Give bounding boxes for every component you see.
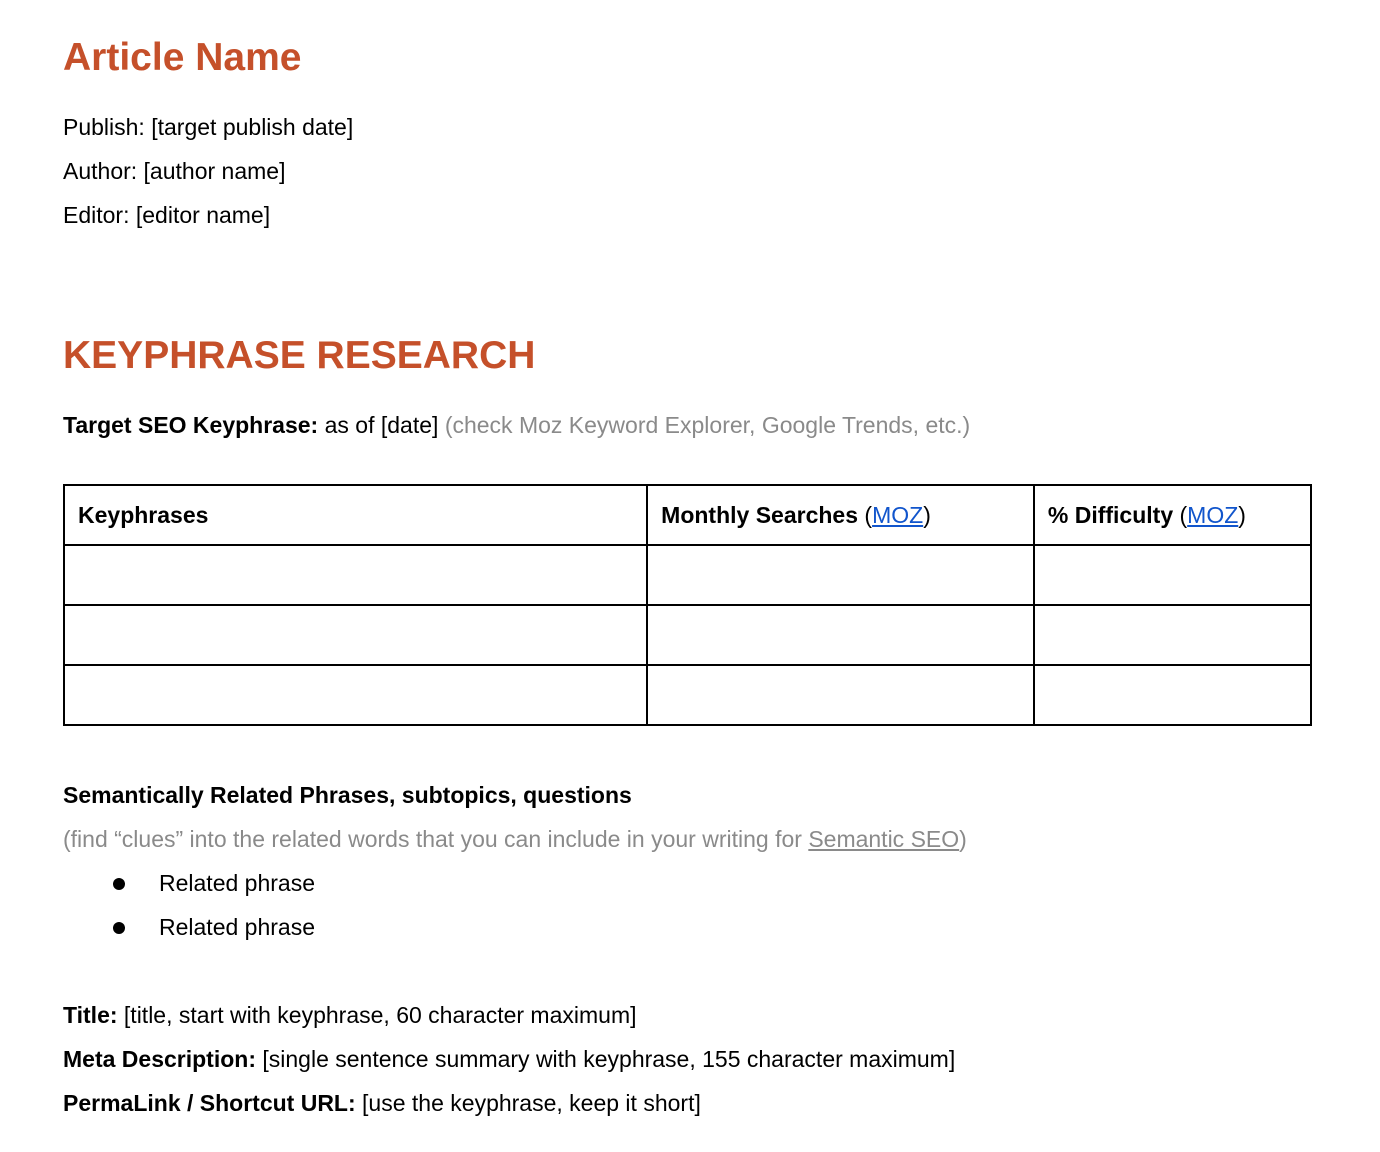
list-item-text: Related phrase — [159, 914, 315, 940]
target-keyphrase-label: Target SEO Keyphrase: — [63, 412, 319, 438]
header-monthly-searches-label: Monthly Searches — [661, 501, 859, 528]
seo-title-value: [title, start with keyphrase, 60 character maximum] — [123, 1002, 637, 1028]
table-row — [64, 665, 1311, 725]
table-cell[interactable] — [647, 605, 1034, 665]
keyphrase-table — [63, 484, 1312, 726]
open-paren: ( — [1179, 501, 1188, 528]
meta-description-value: [single sentence summary with keyphrase, 155 character maximum] — [262, 1046, 956, 1072]
author-value: [author name] — [143, 158, 286, 184]
editor-value: [editor name] — [135, 202, 271, 228]
table-cell[interactable] — [64, 605, 647, 665]
semantic-heading: Semantically Related Phrases, subtopics, questions — [63, 782, 632, 808]
target-keyphrase-value: as of [date] — [324, 412, 439, 438]
table-cell[interactable] — [647, 545, 1034, 605]
table-cell[interactable] — [647, 665, 1034, 725]
publish-value: [target publish date] — [151, 114, 354, 140]
table-cell[interactable] — [64, 545, 647, 605]
table-cell[interactable] — [1034, 545, 1311, 605]
moz-link-difficulty[interactable]: MOZ — [1187, 501, 1239, 528]
author-line — [63, 156, 285, 186]
close-paren: ) — [923, 501, 931, 528]
table-cell[interactable] — [64, 665, 647, 725]
header-monthly-searches — [647, 485, 1034, 545]
editor-line — [63, 200, 270, 230]
target-keyphrase-line — [63, 410, 970, 440]
publish-label: Publish: — [63, 114, 145, 140]
semantic-hint-text: (find “clues” into the related words that you can include in your writing for — [63, 826, 809, 852]
table-cell[interactable] — [1034, 665, 1311, 725]
permalink-line — [63, 1088, 701, 1118]
semantic-hint — [63, 824, 967, 854]
table-cell[interactable] — [1034, 605, 1311, 665]
seo-title-line — [63, 1000, 637, 1030]
header-keyphrases-label: Keyphrases — [78, 501, 209, 528]
author-label: Author: — [63, 158, 138, 184]
table-header-row — [64, 485, 1311, 545]
permalink-label: PermaLink / Shortcut URL: — [63, 1090, 356, 1116]
semantic-seo-link[interactable]: Semantic SEO — [808, 826, 960, 852]
meta-description-label: Meta Description: — [63, 1046, 256, 1072]
list-item-text: Related phrase — [159, 870, 315, 896]
header-keyphrases — [64, 485, 647, 545]
open-paren: ( — [864, 501, 873, 528]
moz-link-searches[interactable]: MOZ — [872, 501, 924, 528]
table-row — [64, 605, 1311, 665]
keyphrase-research-heading: KEYPHRASE RESEARCH — [63, 334, 536, 377]
close-paren: ) — [1238, 501, 1246, 528]
bullet-icon — [113, 878, 125, 890]
meta-description-line — [63, 1044, 955, 1074]
article-title: Article Name — [63, 36, 302, 79]
target-keyphrase-hint: (check Moz Keyword Explorer, Google Trends, etc.) — [444, 412, 971, 438]
semantic-hint-close: ) — [959, 826, 967, 852]
publish-line — [63, 112, 353, 142]
editor-label: Editor: — [63, 202, 130, 228]
header-difficulty-label: % Difficulty — [1047, 501, 1174, 528]
bullet-icon — [113, 922, 125, 934]
table-row — [64, 545, 1311, 605]
header-difficulty — [1034, 485, 1311, 545]
permalink-value: [use the keyphrase, keep it short] — [362, 1090, 701, 1116]
seo-title-label: Title: — [63, 1002, 118, 1028]
